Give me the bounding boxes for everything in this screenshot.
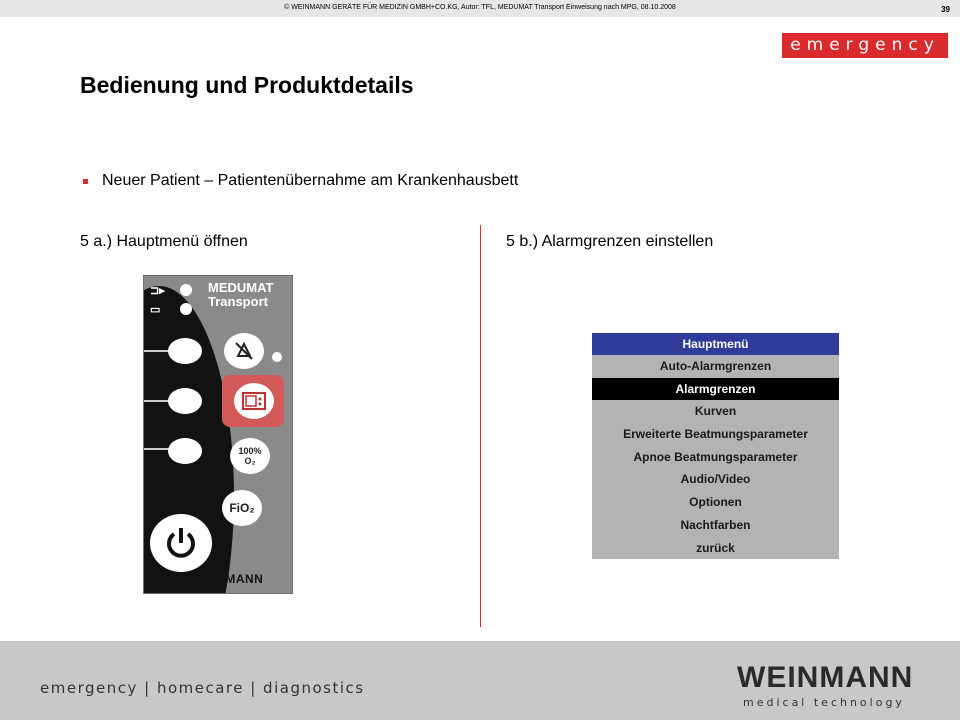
device-brand [208,281,273,309]
softkey-1[interactable] [168,338,202,364]
menu-button[interactable] [234,383,274,419]
menu-item-audio-video[interactable]: Audio/Video [592,468,839,491]
power-icon [163,525,199,561]
device-brand-line1: MEDUMAT [208,280,274,295]
battery-indicator-icon [180,303,192,315]
mains-indicator-icon [180,284,192,296]
bullet-text: Neuer Patient – Patientenübernahme am Krankenhausbett [102,172,519,189]
menu-item-alarmgrenzen[interactable]: Alarmgrenzen [592,378,839,401]
menu-item-kurven[interactable]: Kurven [592,400,839,423]
emergency-brand-tag: emergency [782,33,948,58]
page-title: Bedienung und Produktdetails [80,72,414,98]
fio2-label: FiO₂ [229,501,255,515]
mains-power-icon: ⊐▸ [150,285,165,297]
oxygen-100-line1: 100% [238,446,262,456]
top-bar [0,0,960,17]
device-manufacturer: WEINMANN [192,572,264,586]
fio2-button[interactable] [222,490,262,526]
battery-icon: ▭ [150,304,161,316]
footer-tagline: emergency | homecare | diagnostics [40,679,365,697]
footer-logo-sub: medical technology [743,696,905,709]
softkey-3[interactable] [168,438,202,464]
menu-item-nachtfarben[interactable]: Nachtfarben [592,514,839,537]
menu-header: Hauptmenü [592,333,839,355]
right-column-heading: 5 b.) Alarmgrenzen einstellen [506,233,714,250]
oxygen-100-button[interactable] [230,438,270,474]
menu-item-optionen[interactable]: Optionen [592,491,839,514]
softkey-2[interactable] [168,388,202,414]
power-button[interactable] [150,514,212,572]
left-column-heading: 5 a.) Hauptmenü öffnen [80,233,248,250]
main-menu [592,333,839,559]
alarm-mute-button[interactable] [224,333,264,369]
menu-item-zurueck[interactable]: zurück [592,537,839,560]
menu-item-auto-alarmgrenzen[interactable]: Auto-Alarmgrenzen [592,355,839,378]
column-divider [480,225,481,627]
bullet-square-icon [83,179,88,184]
menu-icon [242,392,266,410]
oxygen-100-label [238,446,261,466]
menu-item-apnoe-beatmungsparameter[interactable]: Apnoe Beatmungsparameter [592,446,839,469]
footer [0,641,960,720]
medumat-device-panel [144,276,292,593]
alarm-led [272,352,282,362]
oxygen-100-line2: O₂ [244,456,256,466]
copyright-text: © WEINMANN GERÄTE FÜR MEDIZIN GMBH+CO.KG, Autor: TFL, MEDUMAT Transport Einweisung nach MPG, 08.10.2008 [284,4,676,11]
menu-item-erweiterte-beatmungsparameter[interactable]: Erweiterte Beatmungsparameter [592,423,839,446]
device-brand-line2: Transport [208,294,268,309]
footer-logo: WEINMANN [737,661,914,694]
bullet-item [80,172,518,190]
page-number: 39 [941,5,950,14]
alarm-mute-icon [233,341,255,361]
